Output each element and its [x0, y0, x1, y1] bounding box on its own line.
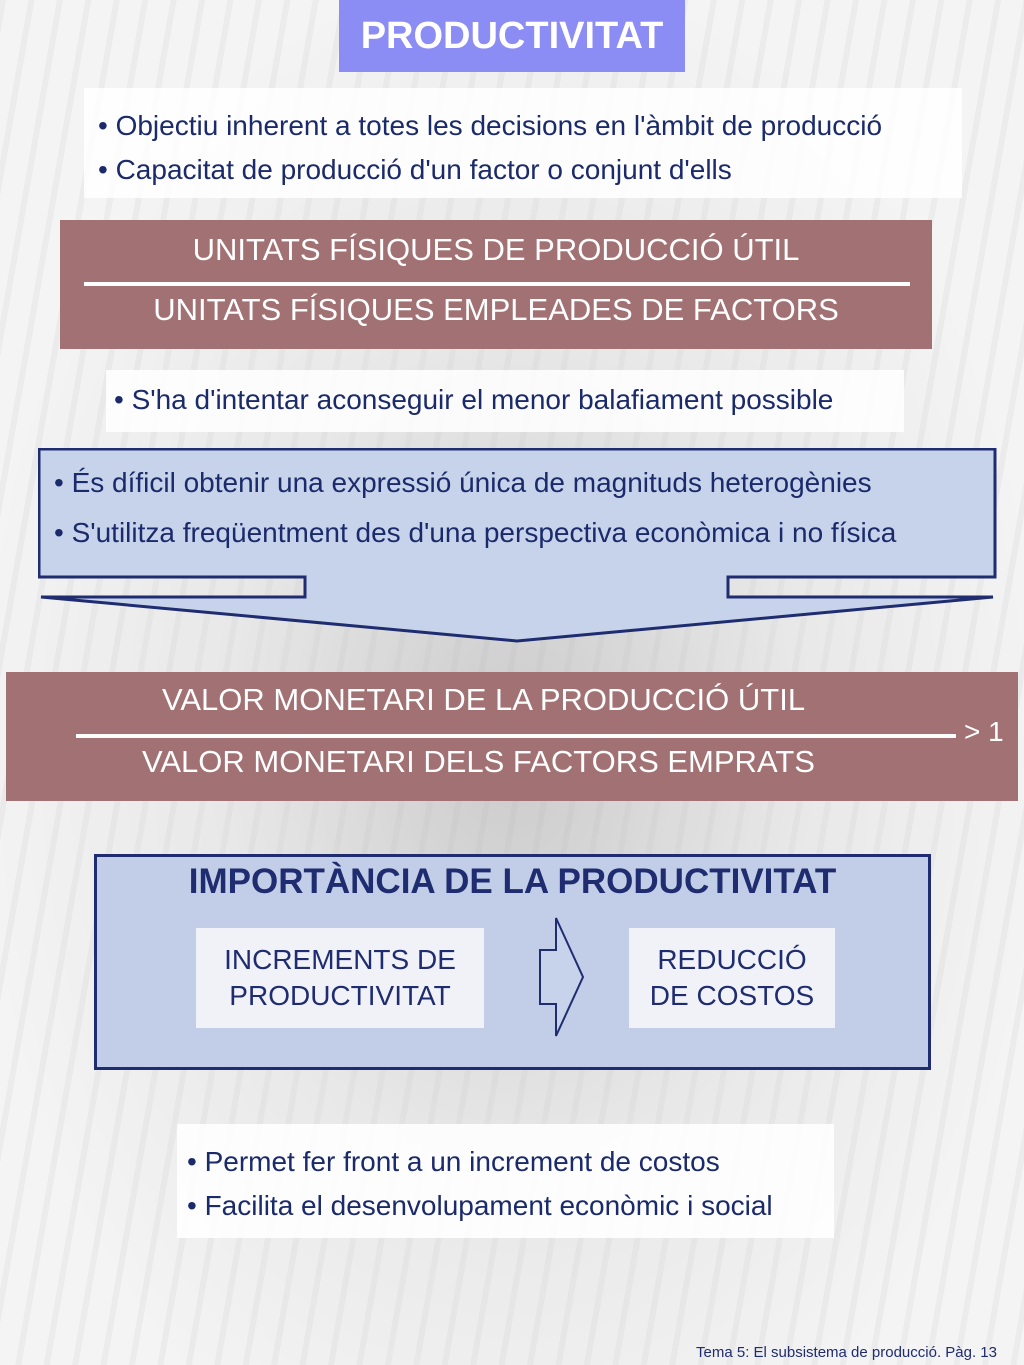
effect-line: DE COSTOS [649, 980, 815, 1011]
ratio-denominator: UNITATS FÍSIQUES EMPLEADES DE FACTORS [153, 292, 839, 327]
arrow-bullet: • S'utilitza freqüentment des d'una perspectiva econòmica i no física [54, 517, 897, 548]
fraction-line [84, 282, 910, 286]
intro-bullet: • Objectiu inherent a totes les decisions en l'àmbit de producció [98, 110, 883, 141]
arrow-bullet-list [54, 458, 984, 558]
greater-than-one: > 1 [964, 716, 1004, 747]
intro-bullet: • Capacitat de producció d'un factor o conjunt d'ells [98, 154, 732, 185]
cost-reduction-box [629, 928, 835, 1028]
productivity-increase-box [196, 928, 484, 1028]
ratio-numerator: VALOR MONETARI DE LA PRODUCCIÓ ÚTIL [162, 682, 806, 717]
arrow-bullet: • És díficil obtenir una expressió única de magnituds heterogènies [54, 467, 872, 498]
benefit-bullet: • Facilita el desenvolupament econòmic i social [187, 1190, 773, 1221]
right-arrow-icon [536, 916, 586, 1038]
effect-line: REDUCCIÓ [657, 944, 807, 975]
cause-line: PRODUCTIVITAT [229, 980, 451, 1011]
importance-title: IMPORTÀNCIA DE LA PRODUCTIVITAT [188, 862, 837, 901]
fraction-line [76, 734, 956, 738]
waste-bullet-box [106, 370, 904, 432]
physical-productivity-ratio [60, 220, 932, 349]
waste-bullet: • S'ha d'intentar aconseguir el menor balafiament possible [114, 384, 834, 415]
ratio-numerator: UNITATS FÍSIQUES DE PRODUCCIÓ ÚTIL [192, 232, 800, 267]
page-title: PRODUCTIVITAT [339, 0, 685, 72]
ratio-denominator: VALOR MONETARI DELS FACTORS EMPRATS [142, 744, 815, 779]
benefit-bullet: • Permet fer front a un increment de costos [187, 1146, 720, 1177]
page-footer: Tema 5: El subsistema de producció. Pàg. 13 [696, 1344, 997, 1361]
intro-bullet-box [84, 88, 962, 198]
benefit-bullet-box [177, 1124, 834, 1238]
cause-line: INCREMENTS DE [224, 944, 456, 975]
